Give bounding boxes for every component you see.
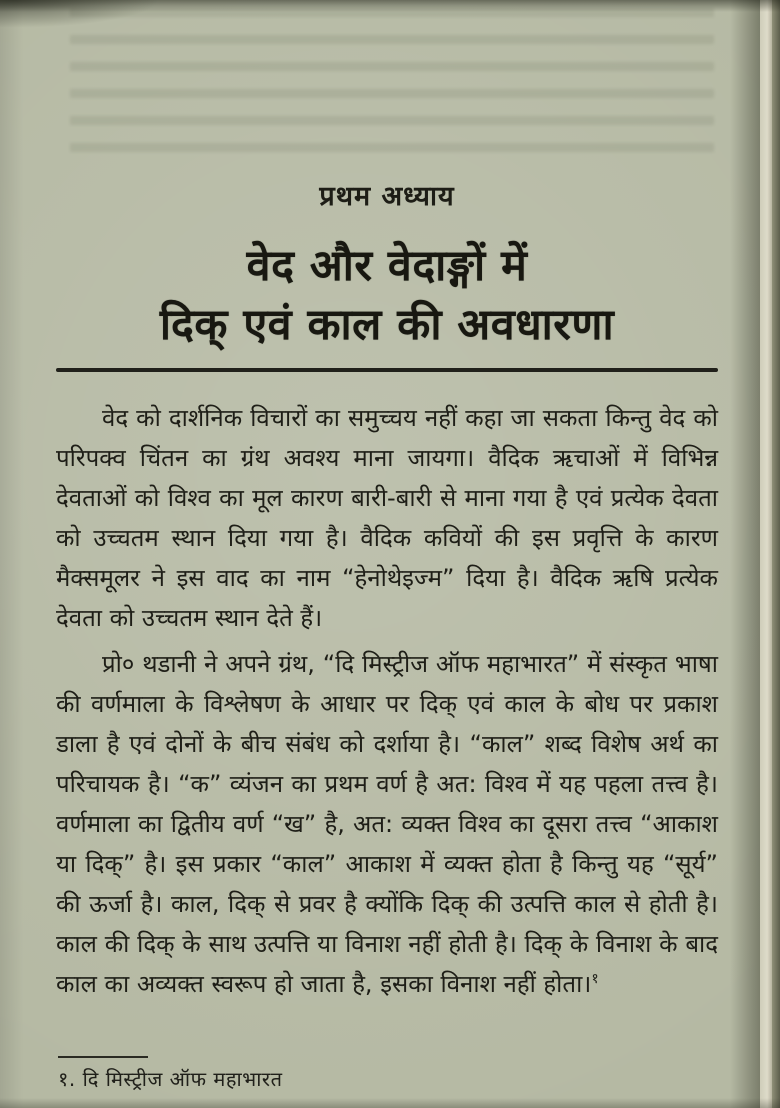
chapter-heading: प्रथम अध्याय bbox=[319, 181, 455, 212]
paragraph: वेद को दार्शनिक विचारों का समुच्चय नहीं कहा जा सकता किन्तु वेद को परिपक्व चिंतन का ग्रंथ अवश्य माना जायगा। वैदिक ऋचाओं में विभिन्न देवताओं को विश्व का मूल कारण बारी-बारी से माना गया है एवं प्रत्येक देवता को उच्चतम स्थान दिया गया है। वैदिक कवियों की इस प्रवृत्ति के कारण मैक्समूलर ने इस वाद का नाम “हेनोथेइज्म” दिया है। वैदिक ऋषि प्रत्येक देवता को उच्चतम स्थान देते हैं। bbox=[56, 404, 718, 632]
page-bleedthrough bbox=[70, 8, 714, 168]
page-bottom-shade bbox=[0, 1098, 780, 1108]
footnote-marker: १ bbox=[591, 971, 599, 987]
page-right-shadow bbox=[730, 0, 760, 1108]
page-edge-dark bbox=[772, 0, 780, 1108]
footnote-text: १. दि मिस्ट्रीज ऑफ महाभारत bbox=[58, 1067, 283, 1091]
paragraph bbox=[56, 644, 718, 1004]
chapter-title-line2: दिक् एवं काल की अवधारणा bbox=[159, 300, 615, 350]
paragraph-text: प्रो० थडानी ने अपने ग्रंथ, “दि मिस्ट्रीज ऑफ महाभारत” में संस्कृत भाषा की वर्णमाला के विश्लेषण के आधार पर दिक् एवं काल के बोध पर प्रकाश डाला है एवं दोनों के बीच संबंध को दर्शाया है। “काल” शब्द विशेष अर्थ का परिचायक है। “क” व्यंजन का प्रथम वर्ण है अत: विश्व में यह पहला तत्त्व है। वर्णमाला का द्वितीय वर्ण “ख” है, अत: व्यक्त विश्व का दूसरा तत्त्व “आकाश या दिक्” है। इस प्रकार “काल” आकाश में व्यक्त होता है किन्तु यह “सूर्य” की ऊर्जा है। काल, दिक् से प्रवर है क्योंकि दिक् की उत्पत्ति काल से होती है। काल की दिक् के साथ उत्पत्ति या विनाश नहीं होती है। दिक् के विनाश के बाद काल का अव्यक्त स्वरूप हो जाता है, इसका विनाश नहीं होता। bbox=[56, 650, 718, 998]
chapter-title-line1: वेद और वेदाङ्गों में bbox=[246, 241, 528, 291]
page-edge-highlight bbox=[760, 0, 772, 1108]
title-rule bbox=[56, 368, 718, 372]
page-corner-shadow bbox=[0, 0, 160, 28]
footnote-rule bbox=[58, 1056, 148, 1058]
